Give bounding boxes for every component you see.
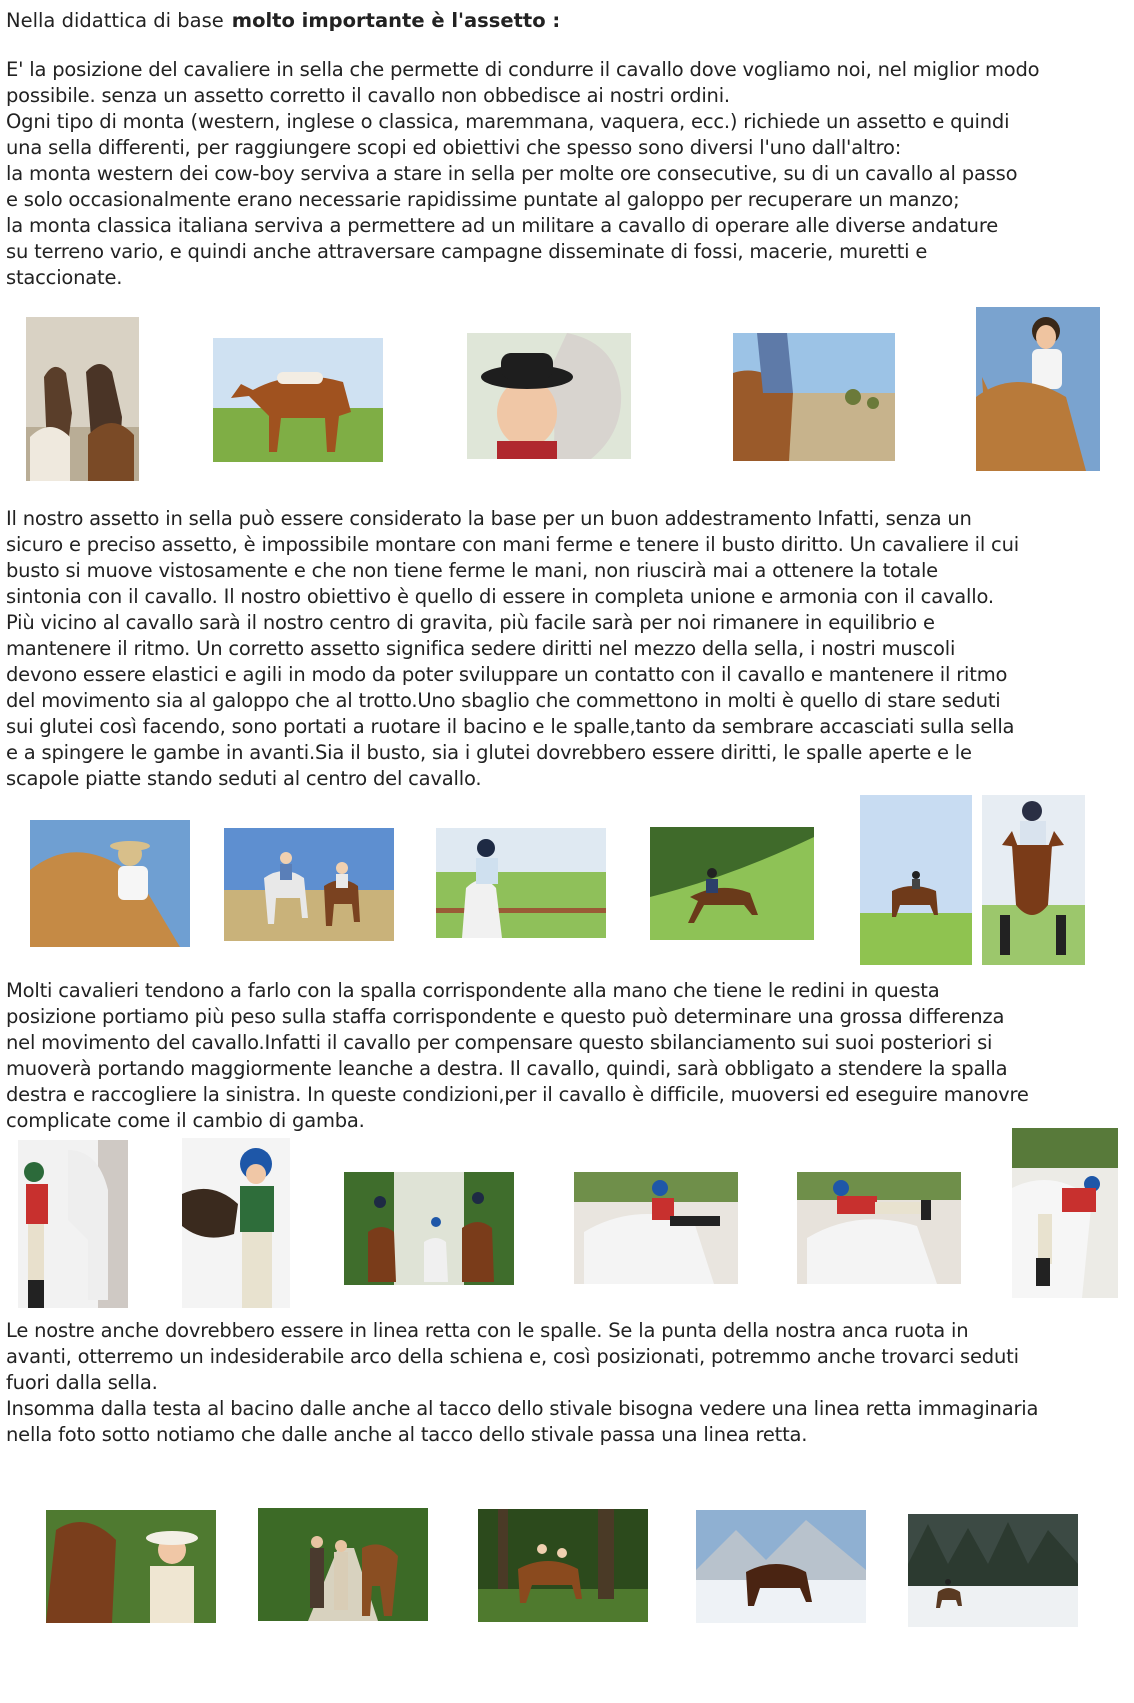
title-text: molto importante è l'assetto : <box>231 9 561 32</box>
photo-girl-cowboy-hat-horse <box>467 333 631 459</box>
photo-rider-desert <box>733 333 895 461</box>
photo-woman-on-horse <box>976 307 1100 471</box>
photo-two-riders-back <box>26 317 139 481</box>
photo-rider-galloping-hill <box>650 827 814 940</box>
photo-cowgirl-with-horse <box>46 1510 216 1623</box>
photo-rider-meadow-sky <box>860 795 972 965</box>
photo-two-riders-field <box>224 828 394 941</box>
photo-kid-leading-horse <box>18 1140 128 1308</box>
photo-rider-brown-horse-front <box>982 795 1085 965</box>
photo-horse-snow-mountains <box>696 1510 866 1623</box>
photo-kid-mounting-white-horse <box>574 1172 738 1284</box>
photo-kid-saddle <box>182 1138 290 1308</box>
paragraph-1: E' la posizione del cavaliere in sella che permette di condurre il cavallo dove vogliamo noi, nel miglior modo possibile. senza un assetto corretto il cavallo non obbedisce ai nostri ordini. Ogni tipo di monta (western, inglese o classica, maremmana, vaquera, ecc.) richiede un assetto e quindi una sella differenti, per raggiungere scopi ed obiettivi che spesso sono diversi l'uno dall'altro: la monta western dei cow-boy serviva a stare in sella per molte ore consecutive, su di un cavallo al passo e solo occasionalmente erano necessarie rapidissime puntate al galoppo per recuperare un manzo; la monta classica italiana serviva a permettere ad un militare a cavallo di operare alle diverse andature su terreno vario, e quindi anche attraversare campagne disseminate di fossi, macerie, muretti e staccionate. <box>6 58 1040 289</box>
paragraph-2: Il nostro assetto in sella può essere considerato la base per un buon addestramento Infatti, senza un sicuro e preciso assetto, è impossibile montare con mani ferme e tenere il busto diritto. Un cavaliere il cui busto si muove vistosamente e che non tiene ferme le mani, non riuscirà mai a ottenere la totale sintonia con il cavallo. Il nostro obiettivo è quello di essere in completa unione e armonia con il cavallo. Più vicino al cavallo sarà il nostro centro di gravita, più facile sarà per noi rimanere in equilibrio e mantenere il ritmo. Un corretto assetto significa sedere diritti nel mezzo della sella, i nostri muscoli devono essere elastici e agili in modo da poter sviluppare un contatto con il cavallo e mantenere il ritmo del movimento sia al galoppo che al trotto.Uno sbaglio che commettono in molti è quello di stare seduti sui glutei così facendo, sono portati a ruotare il bacino e le spalle,tanto da sembrare accasciati sulla sella e a spingere le gambe in avanti.Sia il busto, sia i glutei dovrebbero essere diritti, le spalle aperte e le scapole piatte stando seduti al centro del cavallo. <box>6 507 1019 790</box>
photo-riders-forest <box>478 1509 648 1622</box>
paragraph-4: Le nostre anche dovrebbero essere in linea retta con le spalle. Se la punta della nostra anca ruota in avanti, otterremo un indesiderabile arco della schiena e, così posizionati, potremmo anche trovarci seduti fuori dalla sella. Insomma dalla testa al bacino dalle anche al tacco dello stivale bisogna vedere una linea retta immaginaria nella foto sotto notiamo che dalle anche al tacco dello stivale passa una linea retta. <box>6 1319 1039 1446</box>
photo-two-kids-riding <box>344 1172 514 1285</box>
photo-rider-snowy-forest <box>908 1514 1078 1627</box>
photo-kid-climbing-saddle <box>1012 1128 1118 1298</box>
photo-couple-walking-horse <box>258 1508 428 1621</box>
paragraph-3: Molti cavalieri tendono a farlo con la spalla corrispondente alla mano che tiene le redini in questa posizione portiamo più peso sulla staffa corrispondente e questo può determinare una grossa differenza nel movimento del cavallo.Infatti il cavallo per compensare questo sbilanciamento sui suoi posteriori si muoverà portando maggiormente leanche a destra. Il cavallo, quindi, sarà obbligato a stendere la spalla destra e raccogliere la sinistra. In queste condizioni,per il cavallo è difficile, muoversi ed eseguire manovre complicate come il cambio di gamba. <box>6 979 1029 1132</box>
page-title <box>6 8 560 34</box>
photo-kid-mounting-sequence <box>797 1172 961 1284</box>
intro-text: Nella didattica di base <box>6 9 224 32</box>
photo-rider-helmet-fence <box>436 828 606 938</box>
photo-girl-lying-on-horse <box>213 338 383 462</box>
photo-woman-hat-horse <box>30 820 190 947</box>
